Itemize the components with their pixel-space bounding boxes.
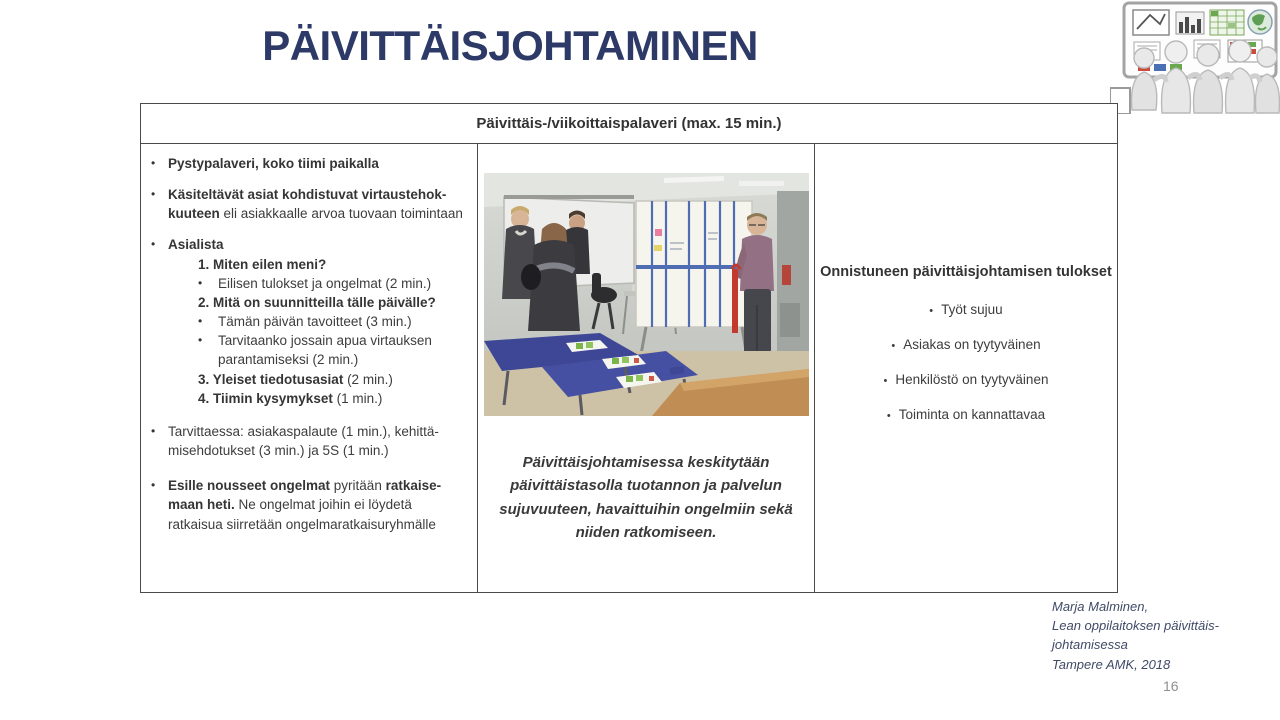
list-item — [151, 422, 465, 460]
list-item-text: eli asiakkaalle arvoa tuovaan toimintaan — [219, 206, 463, 222]
agenda-item: 2. Mitä on suunnitteilla tälle päivälle? — [198, 294, 436, 310]
citation-line: johtamisessa — [1052, 637, 1128, 653]
agenda-item: 4. Tiimin kysymykset (1 min.) — [198, 390, 383, 406]
list-item-text: Pystypalaveri, koko tiimi paikalla — [168, 156, 379, 171]
agenda-subitem — [198, 274, 465, 293]
citation-line: Marja Malminen, — [1052, 599, 1149, 614]
agenda-subitem-text: Tarvitaanko jossain apua virtauksen parantamiseksi (2 min.) — [218, 333, 432, 368]
agenda-item: 3. Yleiset tiedotusasiat (2 min.) — [198, 371, 393, 387]
agenda-subitem — [198, 312, 465, 331]
agenda-subitem-text: Eilisen tulokset ja ongelmat (2 min.) — [218, 275, 432, 291]
page-number: 16 — [1163, 678, 1179, 694]
bullet-icon: • — [198, 314, 203, 329]
bullet-icon: • — [151, 423, 156, 438]
agenda-item: 1. Miten eilen meni? — [198, 256, 327, 272]
bullet-icon: • — [151, 187, 156, 202]
list-item — [151, 235, 465, 254]
list-item-text: Tarvittaessa: asiakaspalaute (1 min.), kehittämisehdotukset (3 min.) ja 5S (1 min.) — [168, 423, 439, 459]
column-meeting-rules — [141, 144, 478, 592]
result-item: • Asiakas on tyytyväinen — [891, 337, 1041, 352]
citation-line: Tampere AMK, 2018 — [1052, 656, 1171, 672]
source-citation — [1052, 597, 1262, 674]
bullet-icon: • — [151, 478, 156, 493]
citation-line: Lean oppilaitoksen päivittäis- — [1052, 618, 1219, 634]
column-photo — [478, 144, 815, 592]
bullet-icon: • — [929, 305, 934, 317]
result-item: • Henkilöstö on tyytyväinen — [883, 372, 1049, 387]
photo-caption: Päivittäisjohtamisessa keskitytään päivittäistasolla tuotannon ja palvelun sujuvuuteen, havaittuihin ongelmiin sekä niiden ratkomiseen. — [499, 454, 793, 541]
agenda-subitem — [198, 331, 465, 369]
bullet-icon: • — [886, 410, 891, 422]
list-item — [151, 154, 465, 173]
meeting-table — [140, 103, 1118, 593]
agenda-subitem-text: Tämän päivän tavoitteet (3 min.) — [218, 314, 412, 330]
bullet-icon: • — [883, 375, 888, 387]
bullet-icon: • — [198, 333, 203, 348]
bullet-icon: • — [151, 156, 156, 170]
result-item: • Työt sujuu — [929, 302, 1003, 317]
list-item-text: Käsiteltävät asiat kohdistuvat virtaustehokkuuteen — [168, 187, 447, 222]
page-title: PÄIVITTÄISJOHTAMINEN — [262, 22, 758, 69]
agenda-sublist — [151, 255, 465, 408]
list-item: • Esille nousseet ongelmat pyritään ratkaisemaan heti. Ne ongelmat joihin ei löydetä ratkaisua siirretään ongelmaratkaisuryhmälle — [151, 476, 465, 533]
bullet-icon: • — [891, 340, 896, 352]
team-whiteboard-clipart-icon — [1110, 0, 1280, 114]
result-item: • Toiminta on kannattavaa — [886, 407, 1046, 422]
list-item-text: Asialista — [168, 237, 224, 253]
bullet-icon: • — [151, 237, 156, 252]
table-header: Päivittäis-/viikoittaispalaveri (max. 15 min.) — [141, 104, 1117, 144]
results-title: Onnistuneen päivittäisjohtamisen tulokset — [820, 264, 1112, 280]
list-item — [151, 185, 465, 223]
column-results — [815, 144, 1117, 592]
bullet-icon: • — [198, 275, 203, 290]
daily-standup-meeting-photo — [484, 173, 809, 416]
